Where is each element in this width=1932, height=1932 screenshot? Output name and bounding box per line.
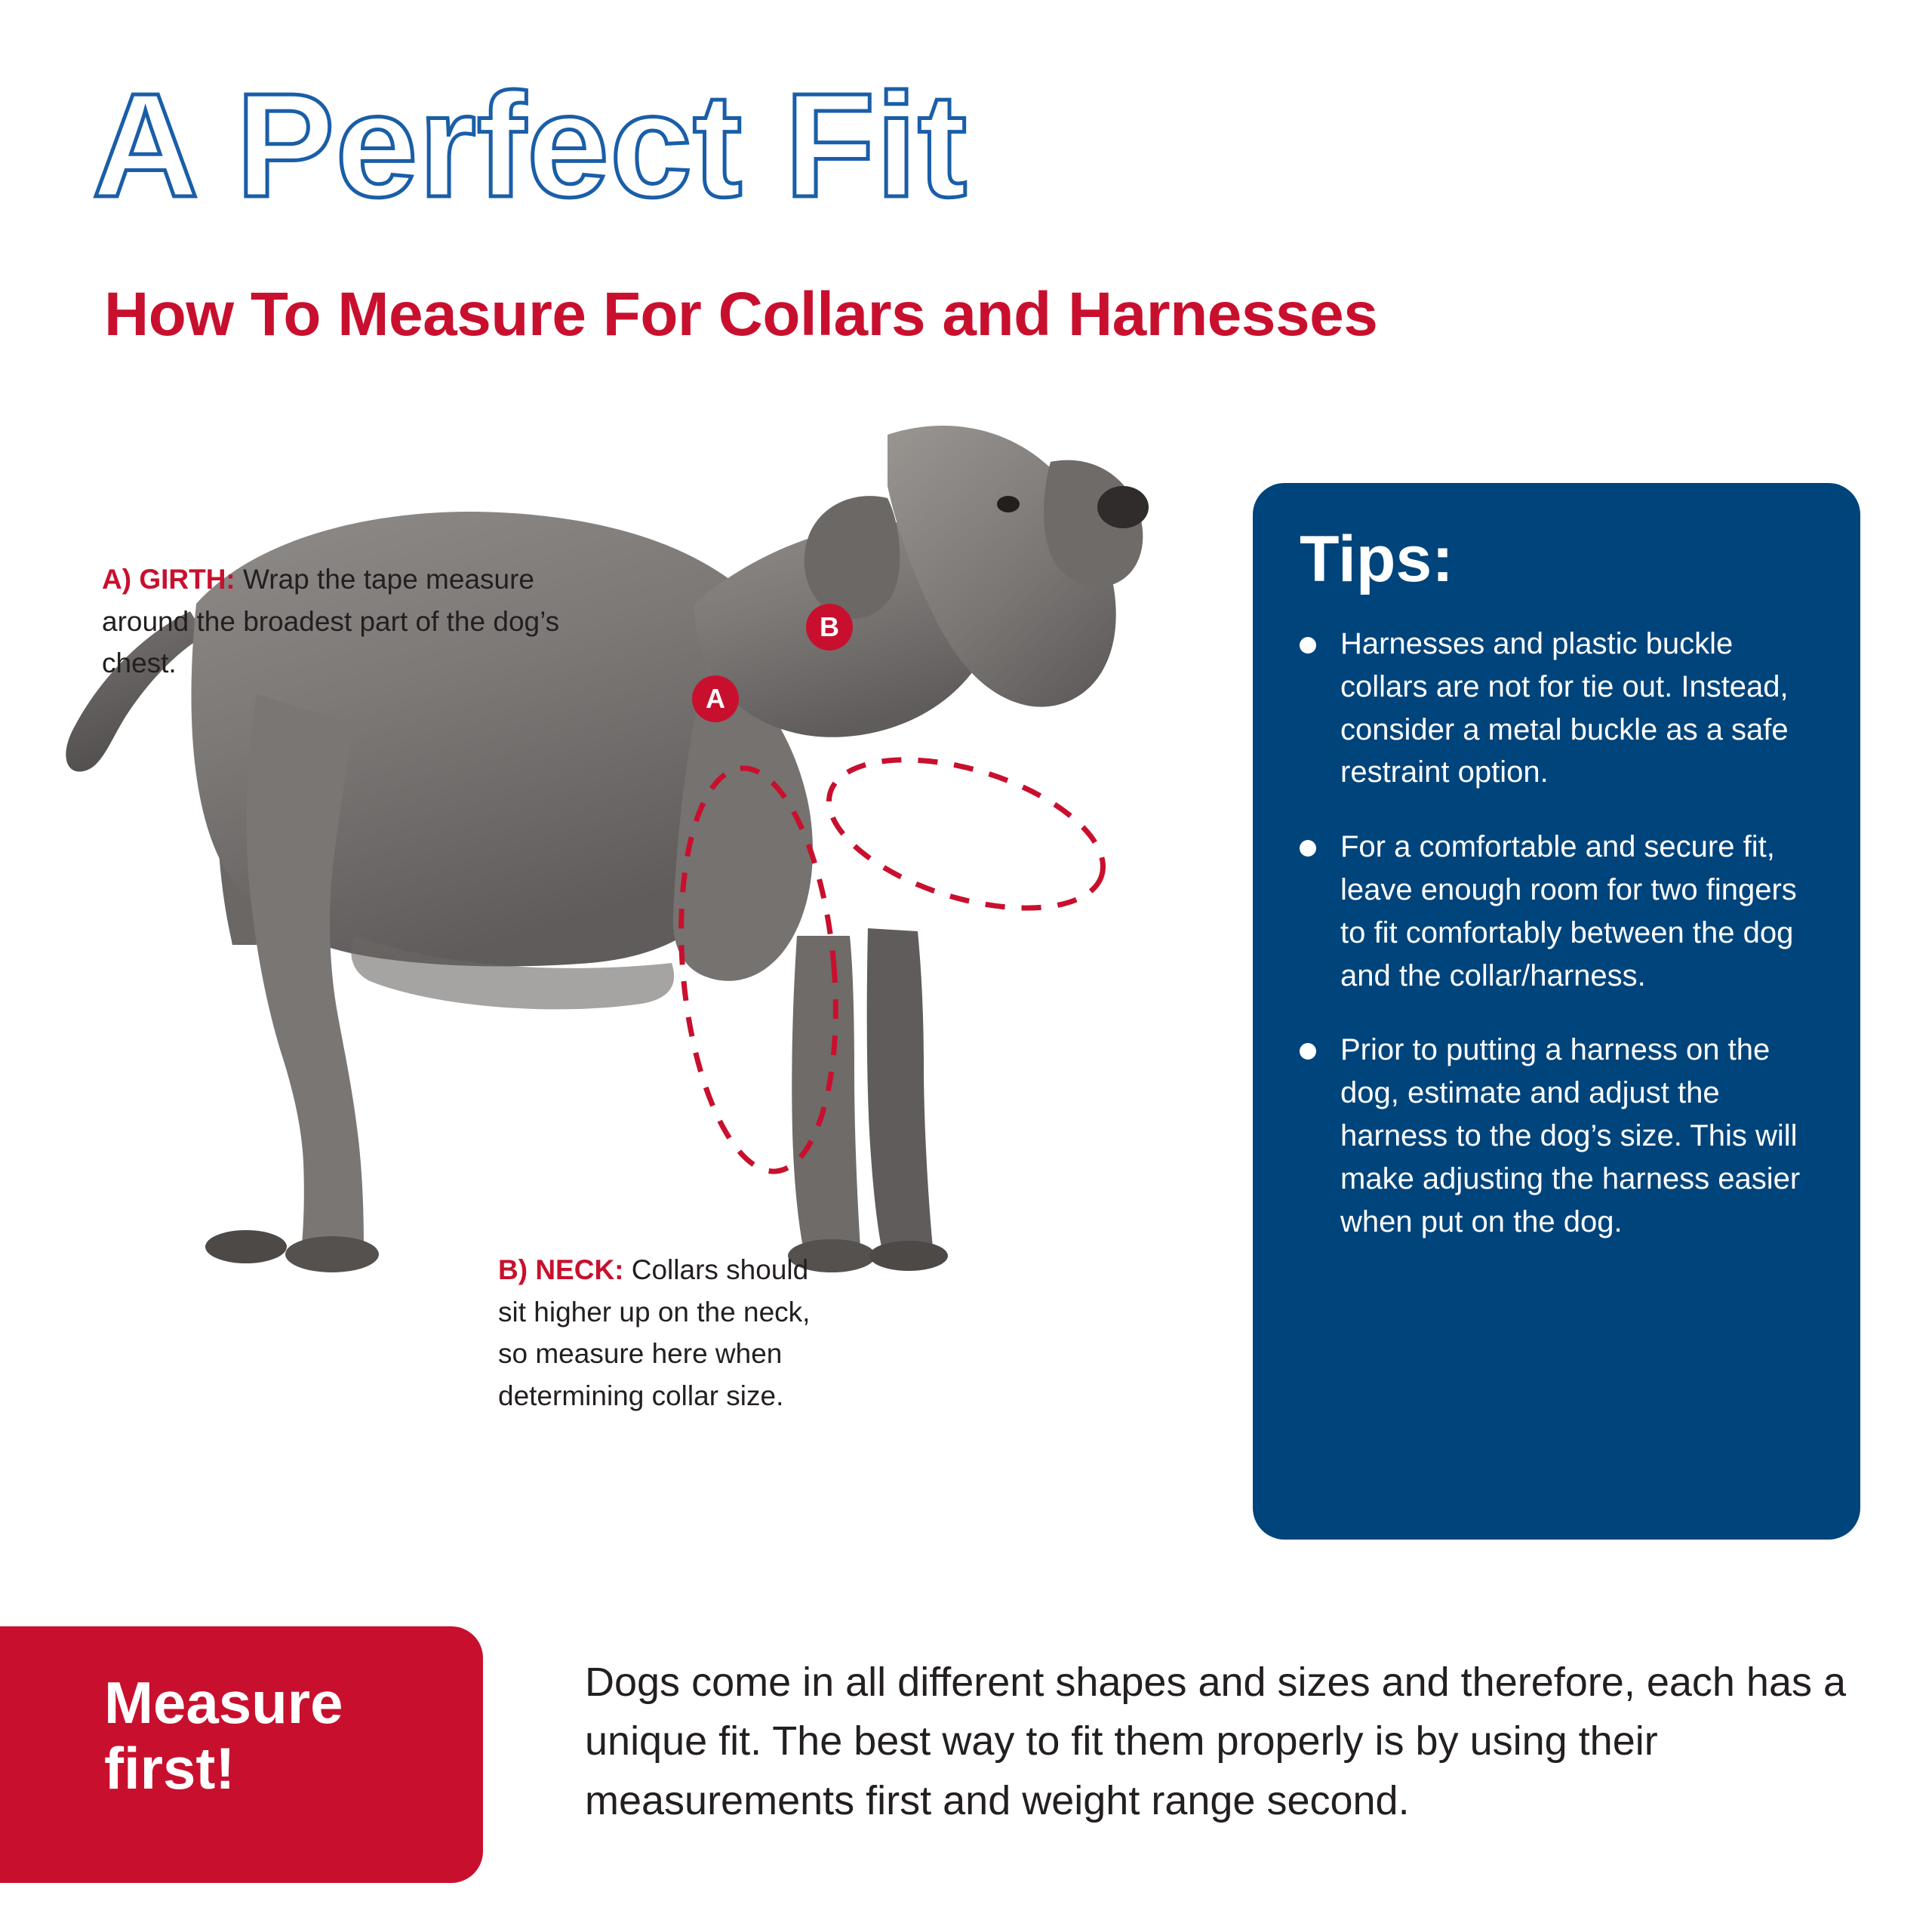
callout-neck	[498, 1249, 815, 1417]
callout-girth-lead: A) GIRTH:	[102, 564, 235, 595]
page-title: A Perfect Fit	[92, 63, 968, 228]
tip-text: For a comfortable and secure fit, leave enough room for two fingers to fit comfortably between the dog and the collar/harness.	[1340, 830, 1797, 992]
page-subtitle: How To Measure For Collars and Harnesses	[104, 280, 1378, 349]
callout-neck-lead: B) NECK:	[498, 1254, 624, 1285]
badge-line-2: first!	[104, 1735, 235, 1802]
bullet-icon	[1300, 1043, 1316, 1060]
dog-body-shape	[66, 426, 1149, 1272]
measure-first-badge	[0, 1626, 483, 1883]
tips-title: Tips:	[1300, 523, 1454, 595]
marker-neck: B	[806, 604, 853, 651]
neck-measure-loop	[811, 731, 1120, 937]
badge-line-1: Measure	[104, 1669, 343, 1736]
footer-paragraph: Dogs come in all different shapes and sizes and therefore, each has a unique fit. The best way to fit them properly is by using their measurements first and weight range second.	[585, 1660, 1847, 1823]
tip-text: Harnesses and plastic buckle collars are not for tie out. Instead, consider a metal buckle as a safe restraint option.	[1340, 627, 1789, 789]
list-item	[1300, 1029, 1817, 1243]
callout-girth-text: Wrap the tape measure around the broadest part of the dog’s chest.	[102, 564, 560, 678]
tip-text: Prior to putting a harness on the dog, estimate and adjust the harness to the dog’s size. This will make adjusting the harness easier when put on the dog.	[1340, 1033, 1801, 1238]
tips-panel	[1253, 483, 1860, 1540]
bullet-icon	[1300, 840, 1316, 857]
list-item	[1300, 826, 1817, 997]
callout-neck-text: Collars should sit higher up on the neck, so measure here when determining collar size.	[498, 1254, 811, 1411]
callout-girth	[102, 558, 585, 685]
list-item	[1300, 623, 1817, 794]
bullet-icon	[1300, 637, 1316, 654]
marker-girth: A	[692, 675, 739, 722]
